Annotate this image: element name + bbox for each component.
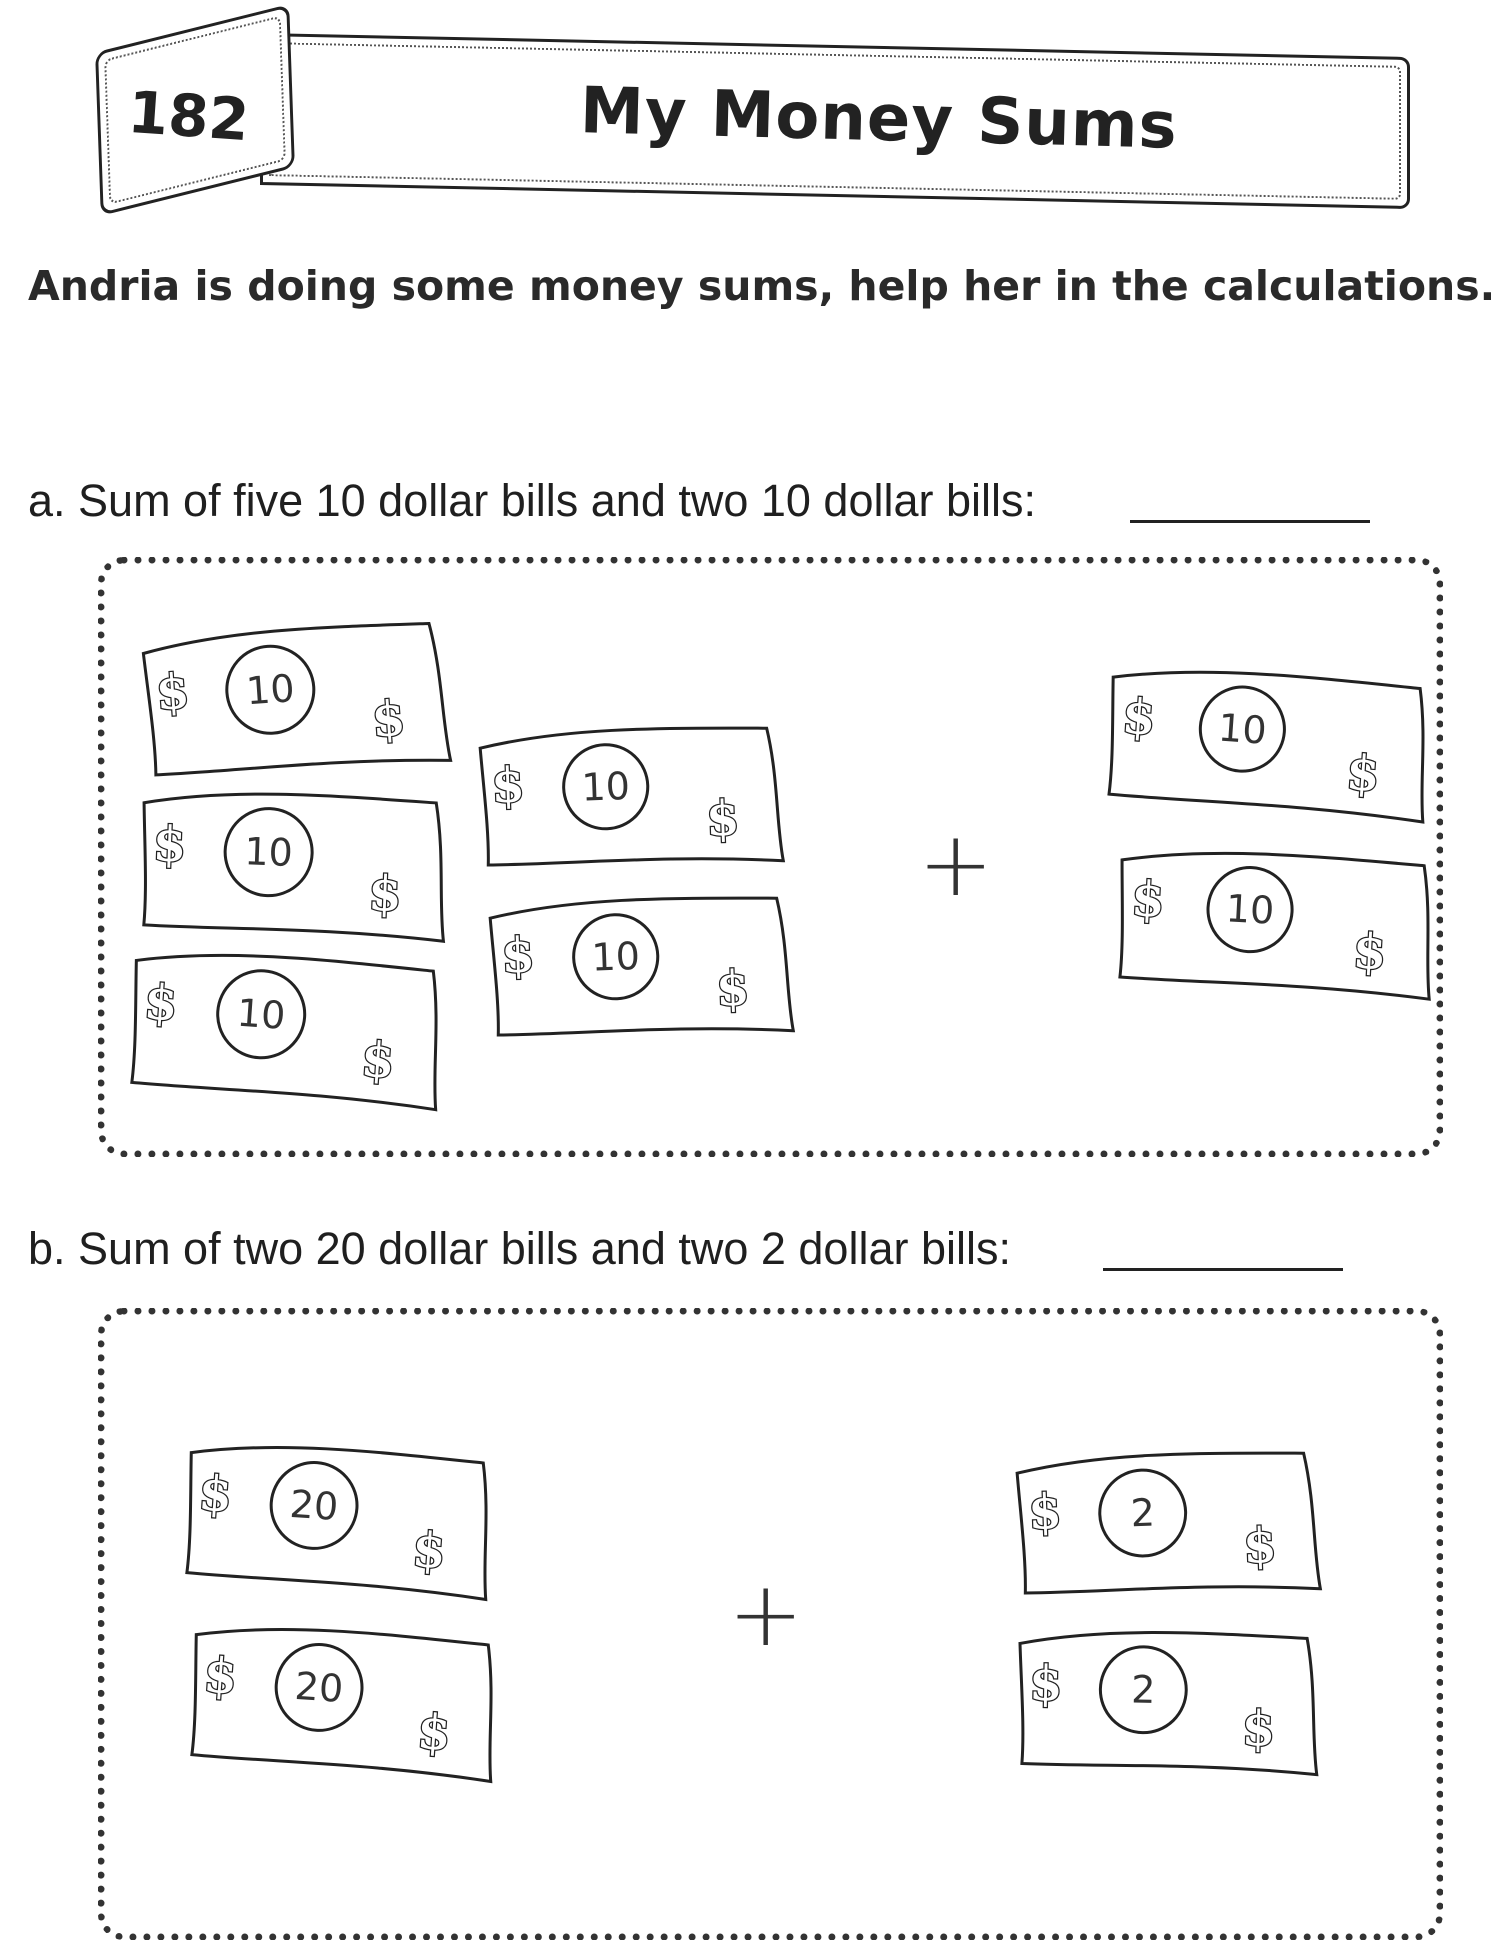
page-title: My Money Sums [579, 74, 1179, 164]
dollar-sign-icon: $ [154, 663, 192, 722]
dollar-sign-icon: $ [1027, 1483, 1063, 1541]
question-b-answer-line[interactable] [1103, 1268, 1343, 1271]
dollar-bill-10-a-0 [138, 615, 453, 786]
bill-value-label: 10 [1224, 886, 1276, 933]
dollar-bill-10-a-2 [123, 942, 448, 1114]
dollar-sign-icon: $ [1120, 688, 1158, 747]
question-b-label: b. Sum of two 20 dollar bills and two 2 dollar bills: [28, 1223, 1011, 1274]
dollar-sign-icon: $ [201, 1647, 240, 1706]
dollar-sign-icon: $ [1242, 1517, 1278, 1575]
bill-outline [140, 789, 449, 941]
dollar-bill-2-b-9 [1013, 1445, 1323, 1604]
bill-value-label: 10 [580, 763, 631, 810]
question-a-answer-line[interactable] [1130, 520, 1370, 523]
dollar-bill-20-b-7 [178, 1434, 498, 1603]
dollar-sign-icon: $ [196, 1465, 235, 1524]
dollar-sign-icon: $ [715, 960, 751, 1018]
bill-value-label: 10 [243, 829, 294, 875]
dollar-sign-icon: $ [705, 790, 741, 848]
dollar-sign-icon: $ [500, 927, 536, 985]
dollar-sign-icon: $ [1241, 1700, 1276, 1758]
dollar-sign-icon: $ [410, 1521, 448, 1580]
bill-value-label: 20 [293, 1663, 345, 1712]
dollar-sign-icon: $ [359, 1031, 397, 1090]
dollar-sign-icon: $ [142, 974, 180, 1033]
dollar-sign-icon: $ [490, 757, 526, 815]
page-number: 182 [125, 77, 252, 155]
dollar-bill-2-b-10 [1014, 1625, 1322, 1778]
dollar-sign-icon: $ [151, 816, 188, 874]
dollar-sign-icon: $ [1351, 923, 1388, 981]
bill-value-label: 10 [244, 666, 296, 714]
bill-value-label: 20 [288, 1481, 340, 1530]
question-a-label: a. Sum of five 10 dollar bills and two 10 dollar bills: [28, 475, 1037, 526]
dollar-sign-icon: $ [367, 865, 403, 923]
plus-sign-b: + [728, 1562, 804, 1667]
bill-value-label: 2 [1129, 1490, 1156, 1536]
dollar-sign-icon: $ [369, 690, 408, 749]
bill-value-label: 10 [1216, 705, 1269, 753]
dollar-bill-10-a-4 [486, 890, 796, 1046]
bill-value-label: 10 [235, 990, 287, 1038]
plus-sign-a: + [918, 812, 994, 917]
bill-value-label: 2 [1130, 1667, 1156, 1712]
dollar-sign-icon: $ [415, 1703, 453, 1762]
dollar-bill-10-a-3 [476, 720, 786, 876]
instruction-text: Andria is doing some money sums, help her in the calculations. [28, 262, 1496, 310]
dollar-bill-10-a-1 [135, 785, 450, 946]
bill-value-label: 10 [590, 933, 641, 980]
dollar-bill-20-b-8 [183, 1616, 503, 1785]
bill-outline [1116, 847, 1437, 1000]
dollar-sign-icon: $ [1344, 744, 1382, 803]
dollar-sign-icon: $ [1129, 870, 1167, 929]
dollar-sign-icon: $ [1028, 1655, 1063, 1713]
dollar-bill-10-a-5 [1100, 659, 1434, 826]
dollar-bill-10-a-6 [1111, 842, 1438, 1004]
